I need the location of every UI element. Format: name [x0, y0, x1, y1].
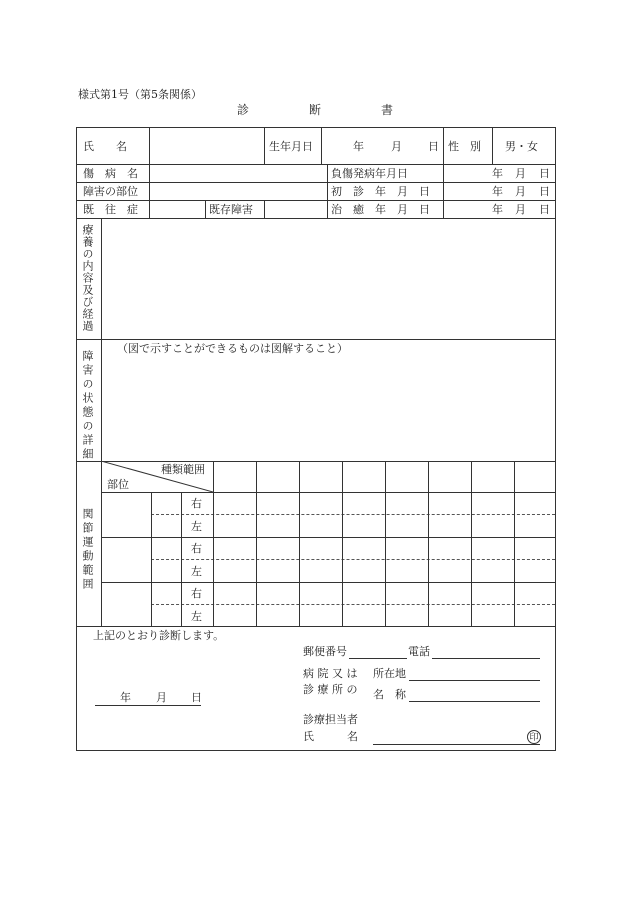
rule	[385, 461, 386, 626]
rom-left-3: 左	[191, 610, 202, 623]
birth-month: 月	[391, 140, 402, 153]
rom-dash	[151, 559, 555, 560]
first-visit-day: 日	[539, 185, 550, 198]
rule	[181, 492, 182, 626]
part-label: 部位	[107, 478, 129, 491]
history-label: 既 往 症	[83, 203, 138, 216]
rule	[471, 461, 472, 626]
rule	[299, 461, 300, 626]
first-visit-month: 月	[515, 185, 526, 198]
rule	[327, 164, 328, 218]
seal-icon: 印	[527, 730, 541, 744]
rule	[342, 461, 343, 626]
phone-underline	[432, 658, 540, 659]
rule	[205, 200, 206, 218]
rule	[101, 537, 555, 538]
rom-right-2: 右	[191, 542, 202, 555]
date-underline	[95, 705, 201, 706]
rule	[101, 492, 555, 493]
disability-note: （図で示すことができるものは図解すること）	[117, 342, 348, 355]
first-visit-label: 初 診 年 月 日	[331, 185, 430, 198]
cure-year: 年	[492, 203, 503, 216]
doctor-label-1: 診療担当者	[303, 713, 358, 726]
rom-left-1: 左	[191, 520, 202, 533]
title-char-2: 断	[309, 103, 322, 117]
rom-dash	[151, 514, 555, 515]
rule	[443, 128, 444, 218]
date-day: 日	[191, 691, 202, 704]
injury-label: 傷 病 名	[83, 167, 138, 180]
onset-month: 月	[515, 167, 526, 180]
rule	[101, 218, 102, 626]
date-month: 月	[156, 691, 167, 704]
hospital-label-1: 病 院 又 は	[303, 667, 358, 680]
onset-label: 負傷発病年月日	[331, 167, 408, 180]
rule	[151, 492, 152, 626]
certificate-form	[76, 127, 556, 751]
rule	[514, 461, 515, 626]
rule	[492, 128, 493, 164]
rom-right-3: 右	[191, 587, 202, 600]
postal-label: 郵便番号	[303, 645, 347, 658]
birth-day: 日	[428, 140, 439, 153]
address-label: 所在地	[373, 667, 406, 680]
rule	[264, 128, 265, 164]
title-char-3: 書	[381, 103, 394, 117]
birth-year: 年	[353, 140, 364, 153]
cure-month: 月	[515, 203, 526, 216]
phone-label: 電話	[408, 645, 430, 658]
rule	[77, 626, 555, 627]
doctor-label-2: 氏 名	[303, 730, 358, 743]
disability-label: 障害の状態の詳細	[81, 350, 94, 462]
rule	[264, 200, 265, 218]
name-label: 氏 名	[83, 140, 127, 153]
rule	[428, 461, 429, 626]
rule	[77, 339, 555, 340]
form-number-label: 様式第1号（第5条関係）	[78, 88, 202, 101]
date-year: 年	[120, 691, 131, 704]
rom-dash	[151, 604, 555, 605]
sex-value: 男・女	[505, 140, 538, 153]
birth-label: 生年月日	[269, 140, 313, 153]
first-visit-year: 年	[492, 185, 503, 198]
rule	[149, 128, 150, 218]
hospital-name-underline	[409, 701, 540, 702]
doctor-underline	[373, 744, 540, 745]
type-range-label: 種類範囲	[161, 463, 205, 476]
rule	[256, 461, 257, 626]
rule	[101, 582, 555, 583]
existing-label: 既存障害	[209, 203, 253, 216]
onset-year: 年	[492, 167, 503, 180]
treatment-label: 療養の内容及び経過	[81, 224, 94, 332]
hospital-name-label: 名 称	[373, 688, 406, 701]
title-char-1: 診	[237, 103, 250, 117]
sex-label: 性 別	[448, 140, 481, 153]
document-title	[0, 104, 630, 118]
rom-left-2: 左	[191, 565, 202, 578]
cure-label: 治 癒 年 月 日	[331, 203, 430, 216]
postal-underline	[349, 658, 407, 659]
rom-right-1: 右	[191, 497, 202, 510]
cure-day: 日	[539, 203, 550, 216]
statement: 上記のとおり診断します。	[93, 629, 225, 642]
hospital-label-2: 診 療 所 の	[303, 683, 358, 696]
address-underline	[409, 680, 540, 681]
rule	[321, 128, 322, 164]
rule	[213, 461, 214, 626]
site-label: 障害の部位	[83, 185, 138, 198]
rom-label: 関節運動範囲	[81, 508, 94, 592]
rule	[77, 218, 555, 219]
onset-day-value: 日	[539, 167, 550, 180]
